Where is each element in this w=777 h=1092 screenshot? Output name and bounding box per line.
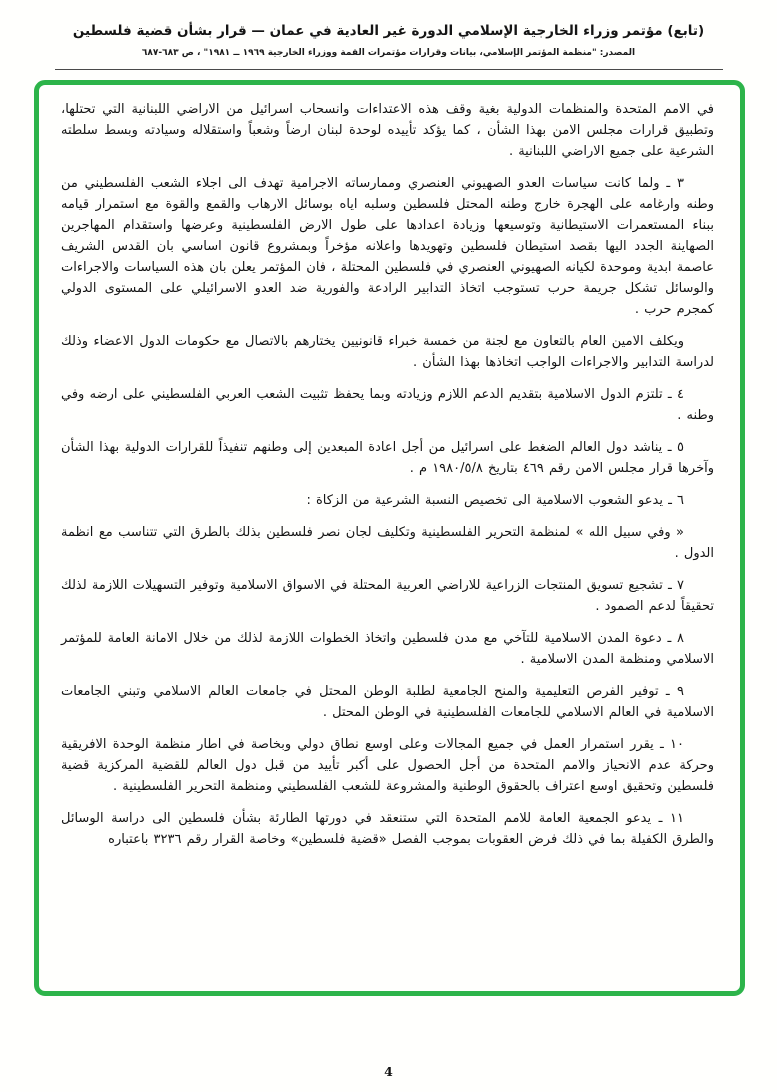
paragraph-continuation: في الامم المتحدة والمنظمات الدولية بغية وقف هذه الاعتداءات وانسحاب اسرائيل من الاراضي اللبنانية التي تحتلها، وتطبيق قرارات مجلس الامن بهذا الشأن ، كما يؤكد تأييده لوحدة لبنان ارضاً وشعباً واستقلاله وسيادته وبسط سلطته الشرعية على جميع الاراضي اللبنانية . bbox=[61, 101, 714, 159]
paragraph-item-7: ٧ ـ تشجيع تسويق المنتجات الزراعية للاراضي العربية المحتلة في الاسواق الاسلامية وتوفير التسهيلات اللازمة لذلك تحقيقاً لدعم الصمود . bbox=[61, 577, 714, 614]
paragraph-item-6: ٦ ـ يدعو الشعوب الاسلامية الى تخصيص النسبة الشرعية من الزكاة : bbox=[306, 492, 684, 508]
highlight-border bbox=[34, 80, 745, 996]
paragraph-item-5: ٥ ـ يناشد دول العالم الضغط على اسرائيل من أجل اعادة المبعدين إلى وطنهم تنفيذاً للقرارات الدولية بهذا الشأن وآخرها قرار مجلس الامن رقم ٤٦٩ بتاريخ ١٩٨٠/٥/٨ م . bbox=[61, 439, 714, 476]
document-header bbox=[0, 0, 777, 70]
paragraph-item-9: ٩ ـ توفير الفرص التعليمية والمنح الجامعية لطلبة الوطن المحتل في جامعات العالم الاسلامي وتبني الجامعات الاسلامية في العالم الاسلامي للجامعات الفلسطينية في الوطن المحتل . bbox=[61, 683, 714, 720]
paragraph-item-10: ١٠ ـ يقرر استمرار العمل في جميع المجالات وعلى اوسع نطاق دولي وبخاصة في اطار منظمة الوحدة الافريقية وحركة عدم الانحياز والامم المتحدة من أجل الحصول على أكبر تأييد من قبل دول العالم للقضية المركزية قضية فلسطين وتحقيق اوسع اعتراف بالحقوق الوطنية والمشروعة للشعب الفلسطيني ومنظمة التحرير الفلسطينية . bbox=[61, 736, 714, 794]
source-line: المصدر: "منظمة المؤتمر الإسلامي، بيانات وقرارات مؤتمرات القمة ووزراء الخارجية ١٩٦٩ ــ ١٩٨١" ، ص ٦٨٣-٦٨٧ bbox=[141, 47, 636, 58]
paragraph-zakat-note: « وفي سبيل الله » لمنظمة التحرير الفلسطينية وتكليف لجان نصر فلسطين بذلك بالطرق التي تتناسب مع انظمة الدول . bbox=[61, 524, 714, 561]
paragraph-mandate: ويكلف الامين العام بالتعاون مع لجنة من خمسة خبراء قانونيين يختارهم بالاتصال مع حكومات الدول الاعضاء وذلك لدراسة التدابير والاجراءات الواجب اتخاذها بهذا الشأن . bbox=[61, 333, 714, 370]
page-number: 4 bbox=[384, 1064, 393, 1079]
document-title: (تابع) مؤتمر وزراء الخارجية الإسلامي الدورة غير العادية في عمان — قرار بشأن قضية فلسطين bbox=[72, 23, 705, 39]
paragraph-item-11: ١١ ـ يدعو الجمعية العامة للامم المتحدة التي ستنعقد في دورتها الطارئة بشأن فلسطين الى دراسة الوسائل والطرق الكفيلة بما في ذلك فرض العقوبات بموجب الفصل «قضية فلسطين» وخاصة القرار رقم ٣٢٣٦ باعتباره bbox=[61, 810, 714, 847]
paragraph-item-4: ٤ ـ تلتزم الدول الاسلامية بتقديم الدعم اللازم وزيادته وبما يحفظ تثبيت الشعب العربي الفلسطيني على ارضه وفي وطنه . bbox=[61, 386, 714, 423]
paragraph-item-8: ٨ ـ دعوة المدن الاسلامية للتآخي مع مدن فلسطين واتخاذ الخطوات اللازمة لذلك من خلال الامانة العامة للمؤتمر الاسلامي ومنظمة المدن الاسلامية . bbox=[61, 630, 714, 667]
paragraph-item-3: ٣ ـ ولما كانت سياسات العدو الصهيوني العنصري وممارساته الاجرامية تهدف الى اجلاء الشعب الفلسطيني من وطنه وارغامه على الهجرة خارج وطنه المحتل فلسطين وسلبه اياه بوسائل الارهاب والقمع والقوة مع استمرار قيامه ببناء المستعمرات الاستيطانية وتوسيعها وزيادة اعدادها على طول الارض الفلسطينية وعرضها واستقدام المهاجرين الصهاينة الجدد اليها بقصد استيطان فلسطين وتهويدها واعلانه مؤخراً وبمشروع قانون اساسي بان القدس الشريف عاصمة ابدية وموحدة لكيانه الصهيوني العنصري في فلسطين المحتلة ، فان المؤتمر يعلن بان هذه السياسات والاجراءات والوسائل تشكل جريمة حرب تستوجب اتخاذ التدابير الرادعة والفورية ضد العدو الاسرائيلي على المستوى الدولي كمجرم حرب . bbox=[61, 175, 714, 317]
header-divider bbox=[55, 69, 723, 70]
document-footer bbox=[0, 1061, 777, 1080]
